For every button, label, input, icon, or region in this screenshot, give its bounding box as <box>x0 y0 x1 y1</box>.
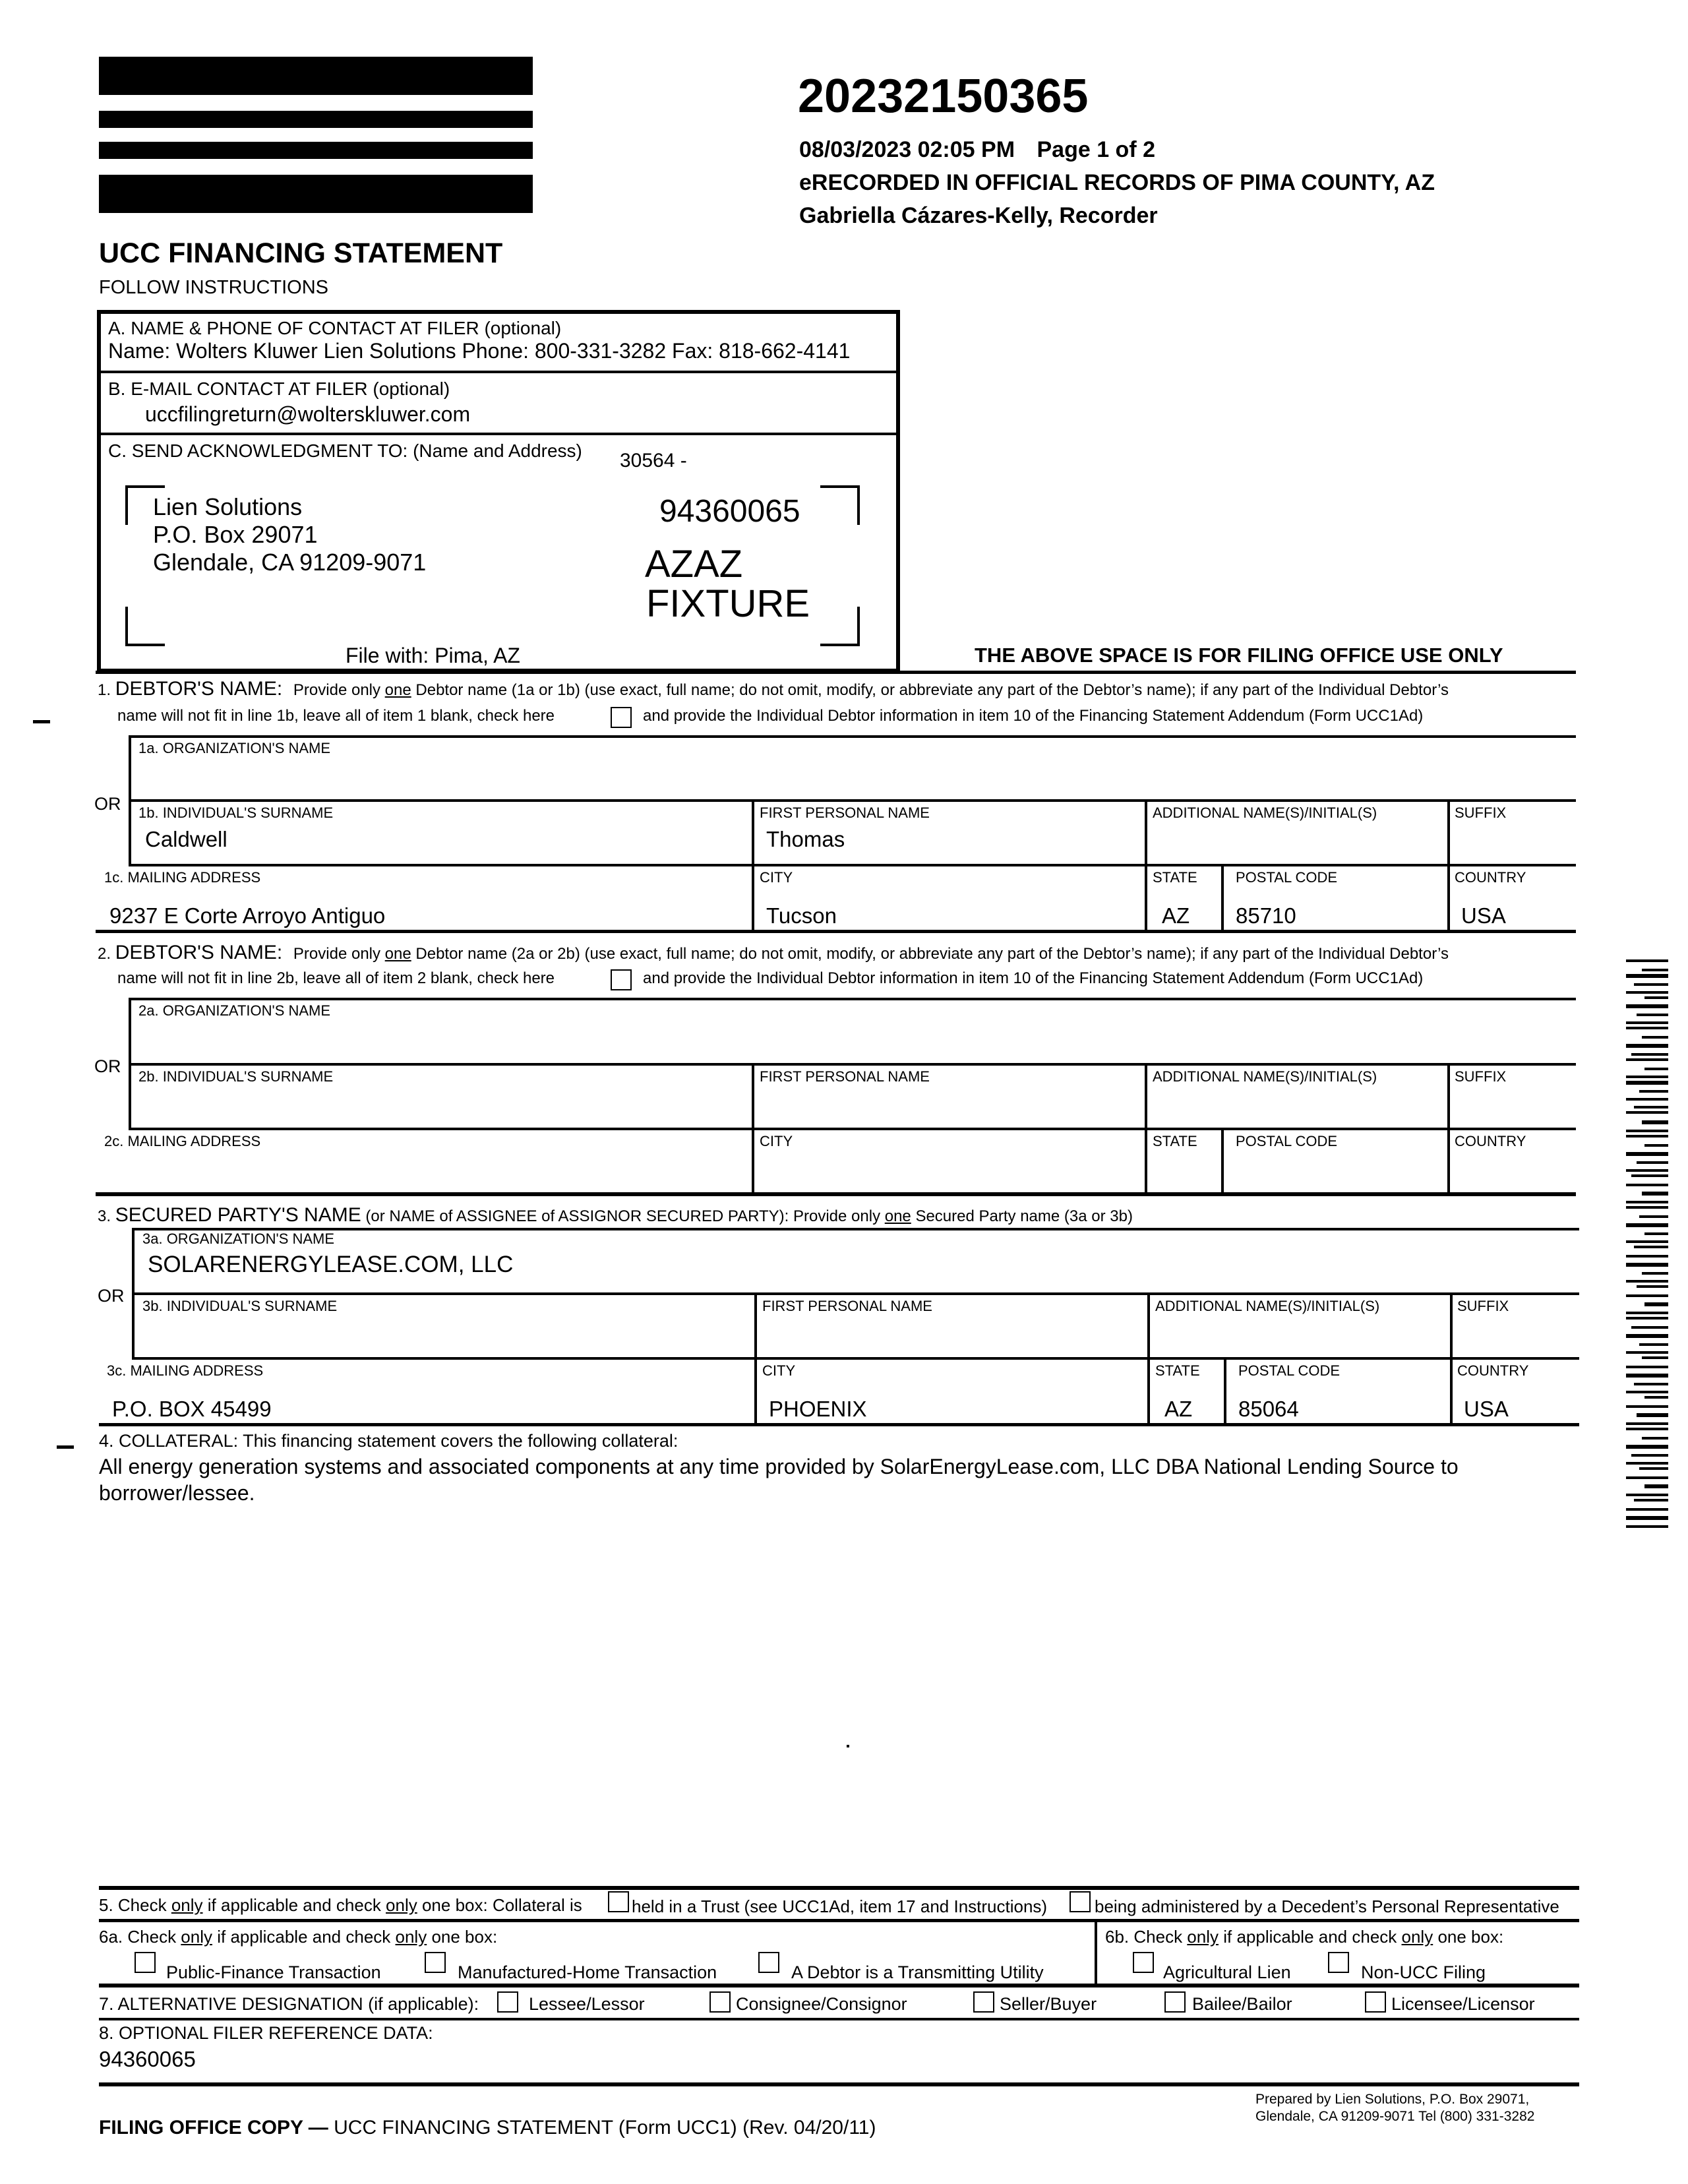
filer-c-label: C. SEND ACKNOWLEDGMENT TO: (Name and Address) <box>108 440 582 461</box>
s1-rule-a <box>129 735 1576 738</box>
s2-div-additional <box>1145 1064 1147 1194</box>
filer-a-label: A. NAME & PHONE OF CONTACT AT FILER (optional) <box>108 318 562 338</box>
s6-divider <box>1095 1920 1097 1985</box>
s1-postal: 85710 <box>1236 903 1296 928</box>
header-bar-4 <box>99 175 533 213</box>
s5-c: one box: Collateral is <box>417 1895 582 1915</box>
footer-prepared-2: Glendale, CA 91209-9071 Tel (800) 331-3282 <box>1255 2109 1535 2124</box>
s2-postal-label: POSTAL CODE <box>1236 1133 1338 1149</box>
s7-consignee-checkbox[interactable] <box>709 1991 731 2013</box>
s5-a: 5. Check <box>99 1895 171 1915</box>
s2-rule-b <box>129 1063 1576 1066</box>
page-info: Page 1 of 2 <box>1037 137 1155 162</box>
s6-opt-utility: A Debtor is a Transmitting Utility <box>791 1962 1044 1982</box>
s1-org-label: 1a. ORGANIZATION'S NAME <box>138 740 331 756</box>
s2-surname-label: 2b. INDIVIDUAL'S SURNAME <box>138 1068 334 1085</box>
s6-manufactured-home-checkbox[interactable] <box>425 1952 446 1973</box>
s5-trust-checkbox[interactable] <box>608 1891 629 1912</box>
s3-div-first <box>754 1294 757 1424</box>
section1-heading <box>98 678 1449 700</box>
s5-decedent-checkbox[interactable] <box>1070 1891 1091 1912</box>
s2-rule-a <box>129 998 1576 1000</box>
section2-line2a: name will not fit in line 2b, leave all of item 2 blank, check here <box>117 969 555 987</box>
s3-additional-label: ADDITIONAL NAME(S)/INITIAL(S) <box>1155 1298 1380 1314</box>
s1-mailing-label: 1c. MAILING ADDRESS <box>104 869 261 886</box>
s1-or: OR <box>94 794 121 814</box>
s1-div-first <box>752 801 754 931</box>
section1-line2a: name will not fit in line 1b, leave all of item 1 blank, check here <box>117 707 555 725</box>
s4-collateral-line2: borrower/lessee. <box>99 1481 255 1505</box>
filer-b-value: uccfilingreturn@wolterskluwer.com <box>145 402 471 426</box>
s1-left-edge <box>129 735 131 865</box>
s2-div-postal <box>1221 1129 1224 1194</box>
s5-opt2: being administered by a Decedent’s Personal Representative <box>1095 1896 1559 1916</box>
section1-individual-checkbox[interactable] <box>611 707 632 728</box>
s1-div-postal <box>1221 865 1224 931</box>
s4-label: 4. COLLATERAL: This financing statement covers the following collateral: <box>99 1431 678 1451</box>
section2-num: 2. <box>98 945 115 963</box>
ack-address-line-1: Lien Solutions <box>153 493 303 520</box>
s1-surname: Caldwell <box>145 827 227 851</box>
section2-instr-b: Debtor name (2a or 2b) (use exact, full name; do not omit, modify, or abbreviate any part of the Debtor’s name); if any part of the Individual Debtor’s <box>411 945 1449 963</box>
s3-rule-bottom <box>99 1423 1579 1426</box>
section1-side-tick <box>33 720 50 723</box>
s7-opt-licensee: Licensee/Licensor <box>1391 1994 1535 2014</box>
bracket-bottom-right <box>820 607 860 646</box>
section3-title: SECURED PARTY'S NAME <box>115 1204 361 1226</box>
s3-div-additional <box>1147 1294 1150 1424</box>
ack-tag-line-2: FIXTURE <box>646 582 810 625</box>
section3-instr-one: one <box>884 1207 911 1225</box>
ack-address-line-2: P.O. Box 29071 <box>153 521 318 548</box>
s6-non-ucc-checkbox[interactable] <box>1328 1952 1349 1973</box>
s7-bottom-rule <box>99 2018 1579 2020</box>
section2-instr-a: Provide only <box>293 945 385 963</box>
record-number: 20232150365 <box>798 70 1089 123</box>
side-barcode <box>1626 959 1668 1531</box>
ack-address-line-3: Glendale, CA 91209-9071 <box>153 549 427 576</box>
s1-rule-bottom <box>96 930 1576 933</box>
s6-agricultural-checkbox[interactable] <box>1133 1952 1154 1973</box>
s2-first-label: FIRST PERSONAL NAME <box>760 1068 930 1085</box>
s3-state-label: STATE <box>1155 1362 1200 1379</box>
s3-postal: 85064 <box>1238 1397 1299 1421</box>
s1-additional-label: ADDITIONAL NAME(S)/INITIAL(S) <box>1153 804 1377 821</box>
s3-org-value: SOLARENERGYLEASE.COM, LLC <box>148 1252 514 1277</box>
s4-collateral-line1: All energy generation systems and associated components at any time provided by SolarEnergyLease.com, LLC DBA National Lending Source to <box>99 1455 1459 1478</box>
s5-only1: only <box>171 1895 203 1915</box>
s1-div-additional <box>1145 801 1147 931</box>
s6-utility-checkbox[interactable] <box>758 1952 779 1973</box>
record-date <box>799 137 1155 163</box>
section2-line2b: and provide the Individual Debtor information in item 10 of the Financing Statement Addendum (Form UCC1Ad) <box>643 969 1424 987</box>
section1-num: 1. <box>98 681 115 699</box>
s6a-post: one box: <box>427 1927 498 1947</box>
s2-left-edge <box>129 998 131 1129</box>
above-space-note: THE ABOVE SPACE IS FOR FILING OFFICE USE ONLY <box>975 644 1503 667</box>
s2-org-label: 2a. ORGANIZATION'S NAME <box>138 1002 331 1019</box>
s8-bottom-rule <box>99 2082 1579 2086</box>
filer-b-label: B. E-MAIL CONTACT AT FILER (optional) <box>108 379 450 399</box>
s1-first: Thomas <box>766 827 845 851</box>
s6a-only1: only <box>181 1927 212 1947</box>
s5-only2: only <box>386 1895 417 1915</box>
bracket-top-right <box>820 485 860 525</box>
s2-rule-bottom <box>96 1192 1576 1196</box>
section1-title: DEBTOR'S NAME: <box>115 678 283 700</box>
s3-left-edge <box>132 1228 135 1358</box>
s7-lessee-checkbox[interactable] <box>497 1991 518 2013</box>
s1-country: USA <box>1461 903 1506 928</box>
s3-rule-c <box>132 1357 1579 1360</box>
section1-instr-b: Debtor name (1a or 1b) (use exact, full name; do not omit, modify, or abbreviate any part of the Debtor’s name); if any part of the Individual Debtor’s <box>411 681 1449 699</box>
s7-opt-seller: Seller/Buyer <box>1000 1994 1097 2014</box>
s3-suffix-label: SUFFIX <box>1457 1298 1509 1314</box>
section3-heading <box>98 1204 1133 1227</box>
footer-prepared-1: Prepared by Lien Solutions, P.O. Box 29071, <box>1255 2092 1530 2107</box>
filer-divider-ab <box>99 371 898 373</box>
s2-country-label: COUNTRY <box>1455 1133 1526 1149</box>
follow-instructions: FOLLOW INSTRUCTIONS <box>99 277 329 298</box>
s3-div-suffix <box>1450 1294 1453 1424</box>
filer-c-code: 30564 - <box>620 450 687 471</box>
s6-opt-agri: Agricultural Lien <box>1163 1962 1291 1982</box>
s7-label: 7. ALTERNATIVE DESIGNATION (if applicable): <box>99 1994 479 2014</box>
filer-divider-bc <box>99 433 898 435</box>
s3-first-label: FIRST PERSONAL NAME <box>762 1298 932 1314</box>
s6b-only2: only <box>1401 1927 1433 1947</box>
s2-or: OR <box>94 1056 121 1076</box>
s1-suffix-label: SUFFIX <box>1455 804 1507 821</box>
recorded-line: eRECORDED IN OFFICIAL RECORDS OF PIMA COUNTY, AZ <box>799 170 1435 195</box>
s3-surname-label: 3b. INDIVIDUAL'S SURNAME <box>142 1298 338 1314</box>
s6b-mid: if applicable and check <box>1219 1927 1402 1947</box>
s6a-pre: 6a. Check <box>99 1927 181 1947</box>
section3-num: 3. <box>98 1207 115 1225</box>
s6a-text <box>99 1927 497 1947</box>
s3-rule-a <box>132 1228 1579 1230</box>
s7-bailee-checkbox[interactable] <box>1164 1991 1186 2013</box>
s6a-mid: if applicable and check <box>212 1927 396 1947</box>
s3-postal-label: POSTAL CODE <box>1238 1362 1341 1379</box>
s6-bottom-rule <box>99 1984 1579 1987</box>
s2-suffix-label: SUFFIX <box>1455 1068 1507 1085</box>
s7-opt-consignee: Consignee/Consignor <box>736 1994 907 2014</box>
s6-opt-manufactured: Manufactured-Home Transaction <box>458 1962 717 1982</box>
s6a-only2: only <box>395 1927 427 1947</box>
s2-div-first <box>752 1064 754 1194</box>
s1-state: AZ <box>1162 903 1190 928</box>
s1-mailing: 9237 E Corte Arroyo Antiguo <box>109 903 386 928</box>
s5-text <box>99 1895 582 1916</box>
section4-side-tick <box>57 1445 74 1449</box>
s1-country-label: COUNTRY <box>1455 869 1526 886</box>
header-bar-1 <box>99 57 533 95</box>
s6b-text <box>1105 1927 1503 1947</box>
footer-form-line <box>99 2117 876 2139</box>
section1-instr-a: Provide only <box>293 681 385 699</box>
s7-opt-lessee: Lessee/Lessor <box>529 1994 645 2014</box>
section3-instr-b: Secured Party name (3a or 3b) <box>911 1207 1133 1225</box>
s2-additional-label: ADDITIONAL NAME(S)/INITIAL(S) <box>1153 1068 1377 1085</box>
s6b-only1: only <box>1187 1927 1219 1947</box>
s1-postal-label: POSTAL CODE <box>1236 869 1338 886</box>
s6-opt-public: Public-Finance Transaction <box>166 1962 381 1982</box>
section1-line2b: and provide the Individual Debtor information in item 10 of the Financing Statement Addendum (Form UCC1Ad) <box>643 707 1424 725</box>
s6-opt-nonucc: Non-UCC Filing <box>1361 1962 1486 1982</box>
s5-top-rule <box>99 1886 1579 1890</box>
s3-country-label: COUNTRY <box>1457 1362 1529 1379</box>
s1-state-label: STATE <box>1153 869 1197 886</box>
s3-city: PHOENIX <box>769 1397 867 1421</box>
section2-title: DEBTOR'S NAME: <box>115 942 283 963</box>
bracket-bottom-left <box>125 607 165 646</box>
ack-tag-line-1: AZAZ <box>645 543 743 586</box>
footer-copy-label: FILING OFFICE COPY — <box>99 2117 334 2138</box>
s5-opt1: held in a Trust (see UCC1Ad, item 17 and Instructions) <box>632 1896 1048 1916</box>
s3-div-postal <box>1224 1358 1226 1424</box>
s6b-pre: 6b. Check <box>1105 1927 1188 1947</box>
s3-or: OR <box>98 1286 125 1306</box>
s3-mailing: P.O. BOX 45499 <box>112 1397 272 1421</box>
s3-org-label: 3a. ORGANIZATION'S NAME <box>142 1230 335 1247</box>
s3-city-label: CITY <box>762 1362 796 1379</box>
header-bar-3 <box>99 142 533 159</box>
section2-individual-checkbox[interactable] <box>611 969 632 990</box>
footer-form-name: UCC FINANCING STATEMENT (Form UCC1) (Rev. 04/20/11) <box>334 2117 876 2138</box>
s7-licensee-checkbox[interactable] <box>1365 1991 1386 2013</box>
section2-instr-one: one <box>384 945 411 963</box>
section3-instr-a: (or NAME of ASSIGNEE of ASSIGNOR SECURED PARTY): Provide only <box>361 1207 885 1225</box>
s1-city: Tucson <box>766 903 837 928</box>
section2-heading <box>98 942 1449 964</box>
s5-bottom-rule <box>99 1919 1579 1922</box>
form-title: UCC FINANCING STATEMENT <box>99 237 503 269</box>
recorder-line: Gabriella Cázares-Kelly, Recorder <box>799 203 1158 228</box>
s2-div-suffix <box>1447 1064 1450 1194</box>
s2-mailing-label: 2c. MAILING ADDRESS <box>104 1133 261 1149</box>
s7-opt-bailee: Bailee/Bailor <box>1192 1994 1292 2014</box>
s3-rule-b <box>132 1292 1579 1295</box>
stray-dot <box>847 1745 849 1747</box>
s6b-post: one box: <box>1433 1927 1504 1947</box>
file-with: File with: Pima, AZ <box>346 644 520 667</box>
s7-seller-checkbox[interactable] <box>973 1991 994 2013</box>
filer-a-value: Name: Wolters Kluwer Lien Solutions Phone: 800-331-3282 Fax: 818-662-4141 <box>108 339 851 363</box>
s6-public-finance-checkbox[interactable] <box>135 1952 156 1973</box>
section1-instr-one: one <box>384 681 411 699</box>
s3-mailing-label: 3c. MAILING ADDRESS <box>107 1362 264 1379</box>
s2-city-label: CITY <box>760 1133 793 1149</box>
s3-state: AZ <box>1164 1397 1193 1421</box>
record-date-text: 08/03/2023 02:05 PM <box>799 137 1015 162</box>
s8-value: 94360065 <box>99 2047 196 2071</box>
s1-div-suffix <box>1447 801 1450 931</box>
s1-first-label: FIRST PERSONAL NAME <box>760 804 930 821</box>
s1-rule-b <box>129 799 1576 802</box>
s2-state-label: STATE <box>1153 1133 1197 1149</box>
s1-rule-c <box>129 864 1576 866</box>
s2-rule-c <box>129 1128 1576 1130</box>
s8-label: 8. OPTIONAL FILER REFERENCE DATA: <box>99 2023 433 2043</box>
ack-reference-number: 94360065 <box>659 494 800 529</box>
s5-b: if applicable and check <box>202 1895 386 1915</box>
header-bar-2 <box>99 111 533 128</box>
s1-city-label: CITY <box>760 869 793 886</box>
section1-top-rule <box>96 671 1576 674</box>
s1-surname-label: 1b. INDIVIDUAL'S SURNAME <box>138 804 334 821</box>
s3-country: USA <box>1464 1397 1509 1421</box>
